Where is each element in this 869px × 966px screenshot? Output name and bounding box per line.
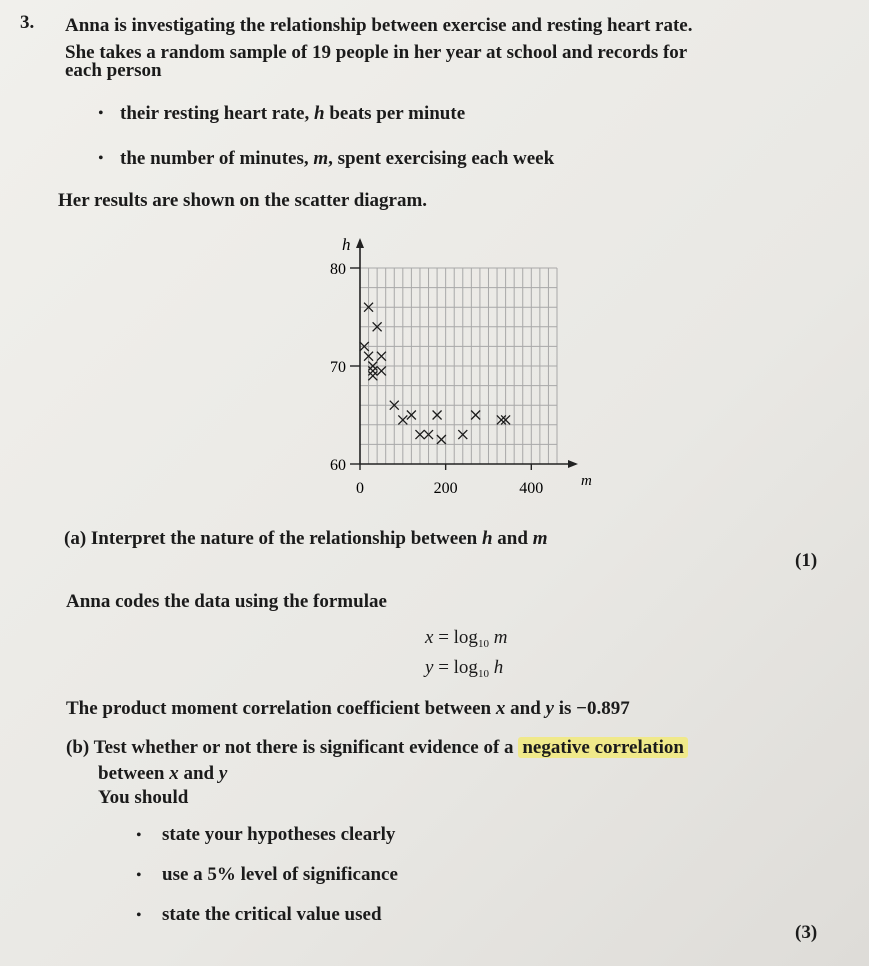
scatter-point	[497, 415, 506, 424]
bullet-dot: •	[136, 907, 142, 924]
scatter-point	[368, 371, 377, 380]
coding-intro: Anna codes the data using the formulae	[66, 591, 387, 612]
intro-line-1: Anna is investigating the relationship between exercise and resting heart rate.	[65, 15, 693, 36]
y-tick-label: 70	[330, 359, 346, 376]
x-tick-label: 400	[519, 480, 544, 497]
bullet-dot: •	[136, 827, 142, 844]
y-tick-label: 80	[330, 261, 346, 278]
scatter-point	[368, 366, 377, 375]
formula-y: $y = \log_{10} h$	[425, 657, 504, 680]
x-axis-arrow	[568, 460, 578, 468]
bullet-dot: •	[98, 150, 104, 167]
instruction-significance: use a 5% level of significance	[162, 864, 398, 885]
you-should: You should	[98, 787, 189, 808]
highlighted-text: negative correlation	[518, 737, 688, 758]
intro-line-3: each person	[65, 60, 162, 81]
instruction-critical-value: state the critical value used	[162, 904, 382, 925]
scatter-diagram	[300, 228, 610, 500]
scatter-point	[437, 435, 446, 444]
part-b-question: (b) Test whether or not there is significant evidence of a negative correlation	[66, 734, 688, 761]
y-axis-arrow	[356, 238, 364, 248]
instruction-hypotheses: state your hypotheses clearly	[162, 824, 396, 845]
part-b-marks: (3)	[795, 922, 818, 943]
x-axis-label: m	[581, 473, 592, 489]
part-a-question: (a) Interpret the nature of the relationship between h and m	[64, 528, 548, 549]
scatter-point	[377, 366, 386, 375]
bullet-dot: •	[136, 867, 142, 884]
y-tick-label: 60	[330, 457, 346, 474]
chart-points	[360, 303, 510, 444]
scatter-point	[471, 411, 480, 420]
part-b-line-2: between x and y	[98, 763, 228, 784]
chart-grid	[360, 268, 557, 464]
question-number: 3.	[20, 12, 35, 33]
y-axis-label: h	[342, 235, 351, 254]
bullet-dot: •	[98, 105, 104, 122]
scatter-point	[377, 352, 386, 361]
x-tick-label: 0	[356, 480, 364, 497]
bullet-minutes: the number of minutes, m, spent exercising each week	[120, 148, 555, 169]
formula-x: $x = \log_{10} m$	[425, 627, 508, 650]
bullet-heart-rate: their resting heart rate, h beats per minute	[120, 103, 466, 124]
chart-axes	[356, 238, 578, 468]
part-a-marks: (1)	[795, 550, 818, 571]
intro-line-2: She takes a random sample of 19 people in her year at school and records for	[65, 42, 688, 63]
results-text: Her results are shown on the scatter diagram.	[58, 190, 428, 211]
pmcc-text: The product moment correlation coefficient between x and y is −0.897	[66, 698, 630, 719]
x-tick-label: 200	[433, 480, 458, 497]
